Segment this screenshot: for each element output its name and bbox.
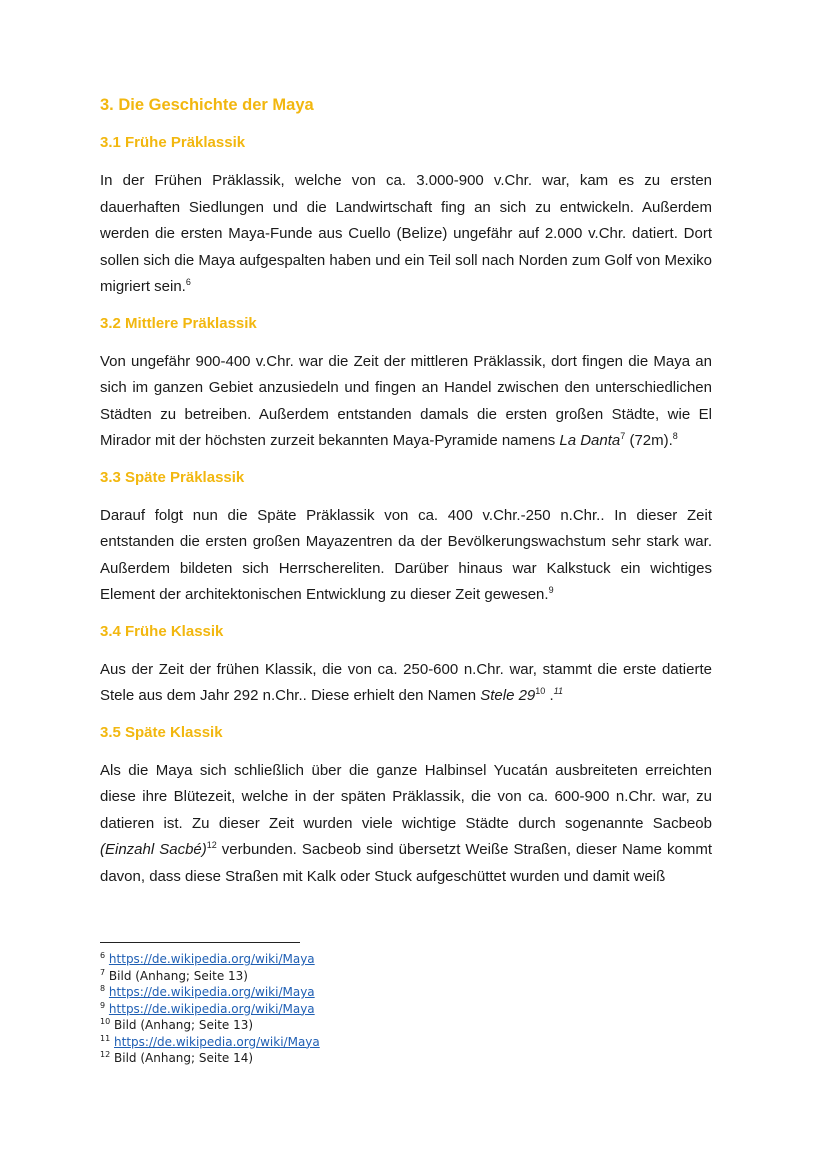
section-paragraph-3-3: Darauf folgt nun die Späte Präklassik von ca. 400 v.Chr.-250 n.Chr.. In dieser Zeit entstanden die ersten großen Mayazentren da der Bevölkerungswachstum sehr stark war. Außerdem bildeten sich Herrschereliten. Darüber hinaus war Kalkstuck ein wichtiges Element der architektonischen Entwicklung zu dieser Zeit gewesen.$^9$: [100, 506, 712, 603]
footnotes: [100, 942, 712, 1067]
section-title-3-5: 3.5 Späte Klassik: [100, 723, 223, 741]
footnote-9: $^9$ https://de.wikipedia.org/wiki/Maya: [100, 1000, 315, 1016]
footnote-7: $^7$ Bild (Anhang; Seite 13): [100, 967, 248, 983]
section-title-3-4: 3.4 Frühe Klassik: [100, 622, 224, 640]
footnote-link[interactable]: https://de.wikipedia.org/wiki/Maya: [108, 985, 315, 999]
footnote-ref[interactable]: 9: [548, 585, 554, 595]
section-paragraph-3-5: Als die Maya sich schließlich über die ganze Halbinsel Yucatán ausbreiteten erreichten diese ihre Blütezeit, welche in der späten Präklassik, die von ca. 600-900 n.Chr. war, zu datieren ist. Zu dieser Zeit wurden viele wichtige Städte durch sogenannte Sacbeob (Einzahl Sacbé)$^{12}$ verbunden. Sacbeob sind übersetzt Weiße Straßen, dieser Name kommt davon, dass diese Straßen mit Kalk oder Stuck aufgeschüttet wurden und damit weiß: [100, 761, 712, 885]
footnote-6: $^6$ https://de.wikipedia.org/wiki/Maya: [100, 951, 315, 966]
footnote-10: $^{10}$ Bild (Anhang; Seite 13): [100, 1017, 254, 1032]
section-paragraph-3-1: In der Frühen Präklassik, welche von ca. 3.000-900 v.Chr. war, kam es zu ersten dauerhaften Siedlungen und die Landwirtschaft fing an sich zu entwickeln. Außerdem werden die ersten Maya-Funde aus Cuello (Belize) ungefähr auf 2.000 v.Chr. datiert. Dort sollen sich die Maya aufgespalten haben und ein Teil soll nach Norden zum Golf von Mexiko migriert sein.$^6$: [100, 172, 712, 295]
section-paragraph-3-4: Aus der Zeit der frühen Klassik, die von ca. 250-600 n.Chr. war, stammt die erste datierte Stele aus dem Jahr 292 n.Chr.. Diese erhielt den Namen Stele $29^{10}$ .$^{11}$: [100, 660, 712, 704]
section-paragraph-3-2: Von ungefähr 900-400 v.Chr. war die Zeit der mittleren Präklassik, dort fingen die Maya an sich im ganzen Gebiet anzusiedeln und fingen an Handel zwischen den unterschiedlichen Städten zu betreiben. Außerdem entstanden damals die ersten großen Städte, wie El Mirador mit der höchsten zurzeit bekannten Maya-Pyramide namens La Danta$^7$ (72m).$^8$: [100, 352, 712, 449]
chapter-heading: 3. Die Geschichte der Maya: [100, 96, 314, 114]
footnote-ref[interactable]: 12: [206, 840, 217, 850]
footnote-link[interactable]: https://de.wikipedia.org/wiki/Maya: [108, 1001, 315, 1016]
footnote-divider: [100, 942, 300, 943]
italic-term: Stele 29: [480, 687, 536, 704]
italic-term: La Danta: [559, 432, 621, 449]
footnote-link[interactable]: https://de.wikipedia.org/wiki/Maya: [114, 1034, 320, 1049]
footnote-8: $^8$ https://de.wikipedia.org/wiki/Maya: [100, 984, 315, 999]
footnote-ref[interactable]: 6: [185, 277, 191, 287]
section-title-3-1: 3.1 Frühe Präklassik: [100, 134, 246, 151]
section-title-3-2: 3.2 Mittlere Präklassik: [100, 314, 257, 332]
section-title-3-3: 3.3 Späte Präklassik: [100, 468, 245, 486]
italic-term: (Einzahl Sacbé): [100, 841, 207, 858]
footnote-11: $^{11}$ https://de.wikipedia.org/wiki/Maya: [100, 1033, 320, 1049]
footnote-ref[interactable]: 8: [672, 431, 678, 441]
footnote-ref[interactable]: 7: [620, 431, 626, 441]
footnote-12: $^{12}$ Bild (Anhang; Seite 14): [100, 1050, 254, 1065]
document-body: [100, 92, 712, 900]
footnote-ref[interactable]: 11: [553, 686, 563, 696]
footnote-ref[interactable]: 10: [535, 686, 546, 696]
footnote-link[interactable]: https://de.wikipedia.org/wiki/Maya: [108, 952, 315, 966]
